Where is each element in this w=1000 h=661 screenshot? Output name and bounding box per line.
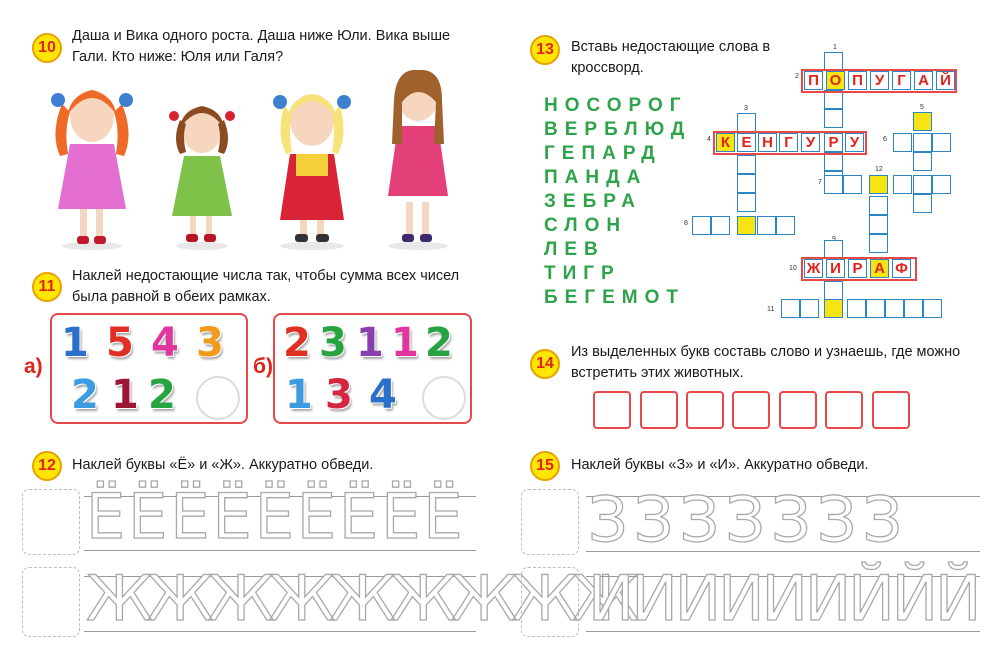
task-13-badge: 13 bbox=[530, 35, 560, 65]
clue-number: 10 bbox=[789, 265, 797, 272]
crossword-cell bbox=[913, 194, 932, 213]
answer-box[interactable] bbox=[640, 391, 678, 429]
doll-galya bbox=[169, 106, 235, 250]
crossword-cell-highlighted bbox=[913, 112, 932, 131]
crossword-letter: У bbox=[870, 71, 889, 90]
frame-a-number: 4 bbox=[151, 320, 179, 366]
frame-b-number: 3 bbox=[325, 372, 353, 418]
crossword-cell bbox=[776, 216, 795, 235]
crossword-cell bbox=[843, 175, 862, 194]
clue-number: 2 bbox=[795, 73, 799, 80]
doll-vika bbox=[273, 94, 351, 250]
word-list-item: ТИГР bbox=[544, 263, 621, 284]
crossword-letter: Р bbox=[848, 259, 867, 278]
crossword-letter: У bbox=[845, 133, 864, 152]
clue-number: 8 bbox=[684, 220, 688, 227]
frame-b-number: 1 bbox=[285, 372, 313, 418]
task-15-text: Наклей буквы «З» и «И». Аккуратно обведи. bbox=[571, 457, 869, 473]
task-10-badge: 10 bbox=[32, 33, 62, 63]
clue-number: 7 bbox=[818, 179, 822, 186]
crossword-letter: Е bbox=[737, 133, 756, 152]
crossword-letter: П bbox=[848, 71, 867, 90]
crossword-cell bbox=[904, 299, 923, 318]
frame-b-label: б) bbox=[253, 355, 273, 378]
crossword-cell bbox=[932, 133, 951, 152]
word-list-item: СЛОН bbox=[544, 215, 628, 236]
clue-number: 6 bbox=[883, 136, 887, 143]
answer-box[interactable] bbox=[825, 391, 863, 429]
word-list-item: БЕГЕМОТ bbox=[544, 287, 685, 308]
clue-number: 12 bbox=[875, 166, 883, 173]
word-list-item: ВЕРБЛЮД bbox=[544, 119, 692, 140]
crossword-cell bbox=[893, 133, 912, 152]
crossword-cell-highlighted bbox=[824, 299, 843, 318]
crossword-cell bbox=[824, 281, 843, 300]
crossword-cell bbox=[923, 299, 942, 318]
crossword-cell bbox=[869, 234, 888, 253]
frame-b-number: 2 bbox=[283, 320, 311, 366]
crossword-cell bbox=[692, 216, 711, 235]
task-14-badge: 14 bbox=[530, 349, 560, 379]
clue-number: 5 bbox=[920, 104, 924, 111]
word-list-item: ПАНДА bbox=[544, 167, 648, 188]
task-14-text: Из выделенных букв составь слово и узнаешь, где можно встретить этих животных. bbox=[571, 344, 961, 381]
crossword-cell-highlighted bbox=[869, 175, 888, 194]
word-list-item: НОСОРОГ bbox=[544, 95, 688, 116]
crossword-cell bbox=[869, 196, 888, 215]
sticker-slot-ze[interactable] bbox=[521, 489, 579, 555]
crossword-letter: И bbox=[826, 259, 845, 278]
crossword-letter: У bbox=[801, 133, 820, 152]
crossword-letter: Р bbox=[824, 133, 843, 152]
task-13-text: Вставь недостающие слова в кроссворд. bbox=[571, 39, 771, 76]
frame-b-number: 3 bbox=[319, 320, 347, 366]
crossword-letter: А bbox=[870, 259, 889, 278]
word-list-item: ЛЕВ bbox=[544, 239, 605, 260]
crossword-cell-highlighted bbox=[737, 216, 756, 235]
crossword-letter: П bbox=[804, 71, 823, 90]
crossword-cell bbox=[866, 299, 885, 318]
frame-a-number: 2 bbox=[148, 372, 176, 418]
crossword-cell bbox=[800, 299, 819, 318]
task-11-badge: 11 bbox=[32, 272, 62, 302]
crossword-letter: О bbox=[826, 71, 845, 90]
sticker-slot-i[interactable] bbox=[521, 567, 579, 637]
clue-number: 3 bbox=[744, 105, 748, 112]
doll-dasha bbox=[51, 90, 133, 250]
sticker-slot-zh[interactable] bbox=[22, 567, 80, 637]
trace-letters-yo: ЁЁЁЁЁЁЁЁЁ bbox=[86, 480, 466, 553]
crossword-cell bbox=[737, 113, 756, 132]
crossword-letter: К bbox=[716, 133, 735, 152]
crossword-cell bbox=[711, 216, 730, 235]
crossword-cell bbox=[737, 193, 756, 212]
crossword-cell bbox=[824, 175, 843, 194]
task-12-text: Наклей буквы «Ё» и «Ж». Аккуратно обведи. bbox=[72, 457, 374, 473]
sticker-slot-yo[interactable] bbox=[22, 489, 80, 555]
crossword-letter: Г bbox=[892, 71, 911, 90]
frame-a-number: 2 bbox=[71, 372, 99, 418]
frame-a-number: 5 bbox=[106, 320, 134, 366]
trace-letters-ze: ЗЗЗЗЗЗЗ bbox=[588, 483, 909, 556]
word-list bbox=[544, 94, 691, 310]
frame-a-label: а) bbox=[24, 355, 43, 378]
answer-box[interactable] bbox=[779, 391, 817, 429]
empty-sticker-slot[interactable] bbox=[196, 376, 240, 420]
clue-number: 11 bbox=[767, 306, 775, 313]
frame-b-number: 2 bbox=[425, 320, 453, 366]
crossword-cell bbox=[913, 175, 932, 194]
crossword-cell bbox=[885, 299, 904, 318]
answer-box[interactable] bbox=[732, 391, 770, 429]
dolls-illustration bbox=[40, 74, 460, 254]
frame-b-number: 1 bbox=[391, 320, 419, 366]
answer-box[interactable] bbox=[593, 391, 631, 429]
frame-b-number: 4 bbox=[369, 372, 397, 418]
crossword-letter: Й bbox=[936, 71, 955, 90]
answer-box[interactable] bbox=[872, 391, 910, 429]
crossword-cell bbox=[913, 133, 932, 152]
clue-number: 4 bbox=[707, 136, 711, 143]
crossword-letter: Ж bbox=[804, 259, 823, 278]
frame-b-number: 1 bbox=[356, 320, 384, 366]
crossword-cell bbox=[824, 109, 843, 128]
trace-letters-zh: ЖЖЖЖЖЖЖЖЖ bbox=[86, 562, 634, 635]
task-11-text: Наклей недостающие числа так, чтобы сумма всех чисел была равной в обеих рамках. bbox=[72, 268, 460, 305]
answer-box[interactable] bbox=[686, 391, 724, 429]
doll-yulya bbox=[388, 70, 448, 250]
crossword-cell bbox=[781, 299, 800, 318]
crossword-cell bbox=[737, 174, 756, 193]
task-12-badge: 12 bbox=[32, 451, 62, 481]
clue-number: 1 bbox=[833, 44, 837, 51]
crossword-cell bbox=[913, 152, 932, 171]
crossword-cell bbox=[847, 299, 866, 318]
trace-letters-i: ИИИИИИЙЙЙ bbox=[588, 562, 979, 635]
task-15-badge: 15 bbox=[530, 451, 560, 481]
empty-sticker-slot[interactable] bbox=[422, 376, 466, 420]
word-list-item: ГЕПАРД bbox=[544, 143, 662, 164]
crossword-cell bbox=[757, 216, 776, 235]
crossword-cell bbox=[737, 155, 756, 174]
frame-a-number: 3 bbox=[196, 320, 224, 366]
task-10-text: Даша и Вика одного роста. Даша ниже Юли. Вика выше Гали. Кто ниже: Юля или Галя? bbox=[72, 28, 451, 65]
crossword-cell bbox=[932, 175, 951, 194]
crossword-cell bbox=[893, 175, 912, 194]
crossword-letter: А bbox=[914, 71, 933, 90]
word-list-item: ЗЕБРА bbox=[544, 191, 642, 212]
frame-a-number: 1 bbox=[61, 320, 89, 366]
crossword-letter: Н bbox=[758, 133, 777, 152]
crossword-letter: Г bbox=[779, 133, 798, 152]
crossword-cell bbox=[869, 215, 888, 234]
crossword-letter: Ф bbox=[892, 259, 911, 278]
frame-a-number: 1 bbox=[111, 372, 139, 418]
